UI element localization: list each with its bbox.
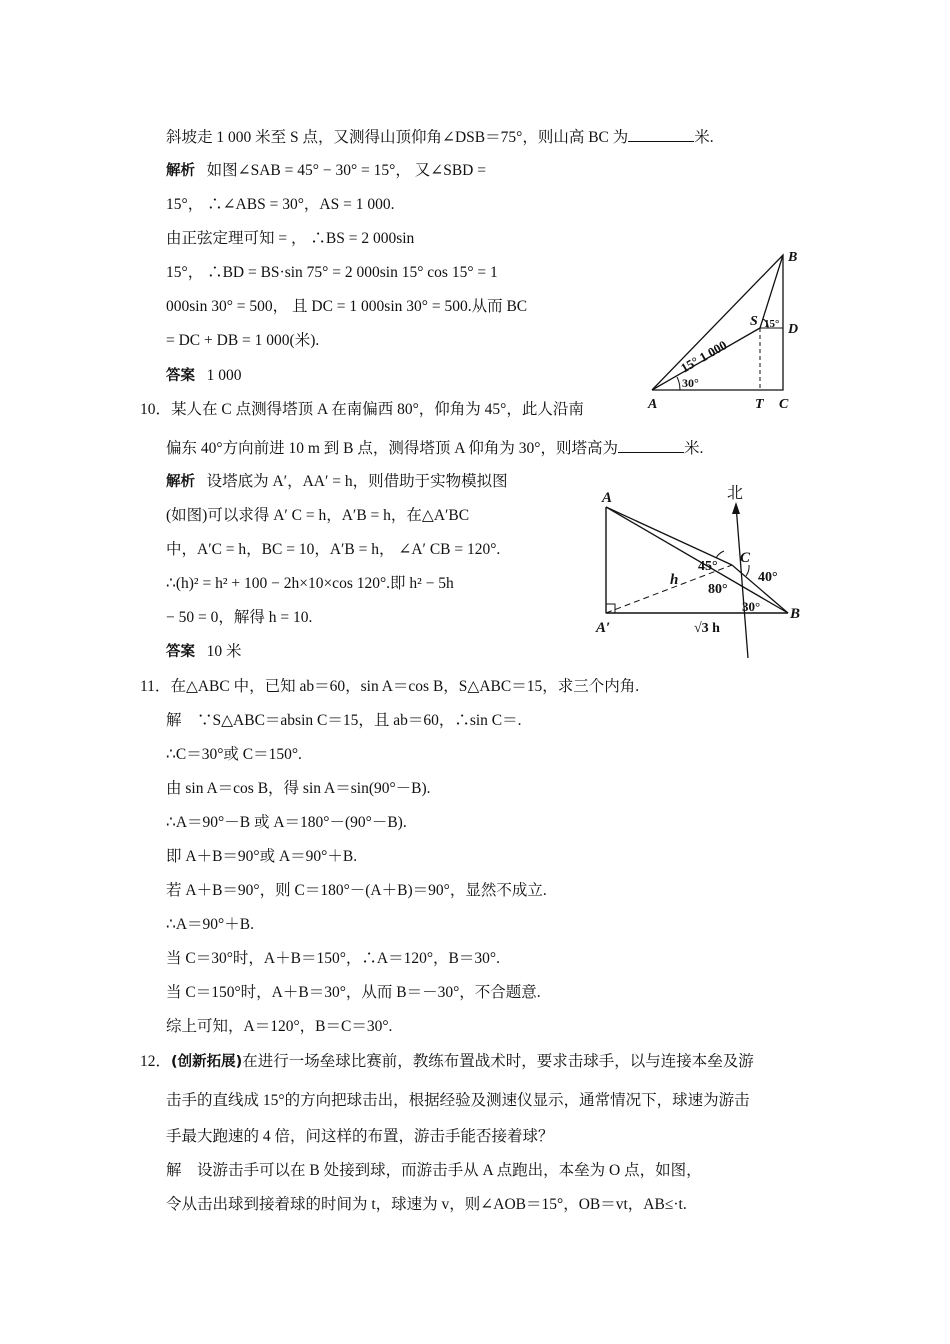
fig9-label-A: A xyxy=(648,397,658,412)
p10-solution-line: 解析 设塔底为 A′，AA′ = h，则借助于实物模拟图 xyxy=(166,473,508,490)
p9-figure xyxy=(640,245,820,415)
p11-line5: ∴A＝90°－B 或 A＝180°－(90°－B). xyxy=(166,814,407,831)
p9-line7: = DC + DB = 1 000(米). xyxy=(166,332,320,349)
p9-line1: 斜坡走 1 000 米至 S 点，又测得山顶仰角∠DSB＝75°，则山高 BC 为 米. xyxy=(166,129,714,146)
p12-number: 12． xyxy=(140,1053,172,1070)
p10-line4: (如图)可以求得 A′ C = h，A′B = h，在△A′BC xyxy=(166,507,470,524)
fig9-label-S: S xyxy=(750,314,758,329)
solution-label: 解析 xyxy=(166,163,195,179)
fig10-label-north: 北 xyxy=(727,485,744,502)
p11-line6: 即 A＋B＝90°或 A＝90°＋B. xyxy=(166,848,358,865)
p10-line5: 中，A′C = h，BC = 10，A′B = h， ∠A′ CB = 120°. xyxy=(166,541,501,558)
answer-label: 答案 xyxy=(166,644,195,660)
fig10-label-40: 40° xyxy=(758,570,778,585)
p12-line1: 12．(创新拓展)在进行一场垒球比赛前，教练布置战术时，要求击球手，以与连接本垒及游 xyxy=(140,1053,754,1070)
fig10-arc-40 xyxy=(746,565,749,576)
answer-label: 答案 xyxy=(166,368,195,384)
fig10-label-h: h xyxy=(670,572,679,588)
p10-answer: 答案 10 米 xyxy=(166,643,242,660)
p11-line4: 由 sin A＝cos B，得 sin A＝sin(90°－B). xyxy=(166,780,431,797)
answer-blank xyxy=(618,438,684,453)
p10-line2: 偏东 40°方向前进 10 m 到 B 点，测得塔顶 A 仰角为 30°，则塔高为 米. xyxy=(166,440,704,457)
solution-label: 解析 xyxy=(166,474,195,490)
p10-line7: − 50 = 0，解得 h = 10. xyxy=(166,609,313,626)
fig10-label-A: A xyxy=(602,490,613,506)
p11-line10: 当 C＝150°时，A＋B＝30°，从而 B＝－30°，不合题意. xyxy=(166,984,541,1001)
p12-tag: (创新拓展) xyxy=(171,1054,243,1070)
p12-line4: 解 设游击手可以在 B 处接到球，而游击手从 A 点跑出，本垒为 O 点，如图， xyxy=(166,1162,702,1179)
fig10-label-45: 45° xyxy=(698,559,718,574)
p11-line9: 当 C＝30°时，A＋B＝150°，∴A＝120°，B＝30°. xyxy=(166,950,500,967)
fig9-label-len: 15° 1 000 xyxy=(678,337,730,376)
fig10-label-C: C xyxy=(740,550,751,566)
fig10-label-Aprime: A′ xyxy=(596,620,611,636)
fig10-label-bottom: √3 h xyxy=(694,621,720,636)
fig9-label-ang30: 30° xyxy=(682,376,699,390)
p9-line4: 由正弦定理可知 = ， ∴BS = 2 000sin xyxy=(166,230,415,247)
p11-line8: ∴A＝90°＋B. xyxy=(166,916,254,933)
p12-line5: 令从击出球到接着球的时间为 t，球速为 v，则∠AOB＝15°，OB＝vt，AB≤·t. xyxy=(166,1196,687,1213)
answer-blank xyxy=(628,127,694,142)
p9-answer: 答案 1 000 xyxy=(166,367,242,384)
p9-line3: 15°， ∴∠ABS = 30°，AS = 1 000. xyxy=(166,196,395,213)
p10-line6: ∴(h)² = h² + 100 − 2h×10×cos 120°.即 h² − 5h xyxy=(166,575,454,592)
fig9-label-D: D xyxy=(788,322,799,337)
fig9-label-B: B xyxy=(788,250,798,265)
p11-line7: 若 A＋B＝90°，则 C＝180°－(A＋B)＝90°，显然不成立. xyxy=(166,882,547,899)
p12-line3: 手最大跑速的 4 倍，问这样的布置，游击手能否接着球？ xyxy=(166,1128,554,1145)
p11-line3: ∴C＝30°或 C＝150°. xyxy=(166,746,302,763)
fig9-arc-30 xyxy=(677,377,680,390)
p9-line6: 000sin 30° = 500， 且 DC = 1 000sin 30° = 500.从而 BC xyxy=(166,298,528,315)
p11-line1: 11．在△ABC 中，已知 ab＝60，sin A＝cos B，S△ABC＝15，求三个内角. xyxy=(140,678,640,695)
fig10-label-B: B xyxy=(790,606,801,622)
fig10-arc-45 xyxy=(716,551,724,558)
fig10-north-line xyxy=(736,505,748,658)
p10-figure xyxy=(590,480,820,665)
p12-line2: 击手的直线成 15°的方向把球击出，根据经验及测速仪显示，通常情况下，球速为游击 xyxy=(166,1092,750,1109)
fig10-label-80: 80° xyxy=(708,582,728,597)
p9-solution-line: 解析 如图∠SAB = 45° − 30° = 15°， 又∠SBD = xyxy=(166,162,486,179)
fig10-north-arrow xyxy=(732,502,740,514)
p10-number: 10． xyxy=(140,401,172,418)
fig9-label-ang15: 15° xyxy=(764,318,780,330)
fig10-line-AC xyxy=(606,507,732,565)
p10-line1: 10．某人在 C 点测得塔顶 A 在南偏西 80°，仰角为 45°，此人沿南 xyxy=(140,401,584,418)
fig9-label-C: C xyxy=(779,397,789,412)
fig10-label-30: 30° xyxy=(742,599,761,614)
p11-number: 11． xyxy=(140,678,171,695)
fig10-line-AB xyxy=(606,507,788,613)
fig9-label-T: T xyxy=(755,397,764,412)
p11-line2: 解 ∵S△ABC＝absin C＝15，且 ab＝60，∴sin C＝. xyxy=(166,712,522,729)
p9-line5: 15°， ∴BD = BS·sin 75° = 2 000sin 15° cos 15° = 1 xyxy=(166,264,498,281)
p11-line11: 综上可知，A＝120°，B＝C＝30°. xyxy=(166,1018,393,1035)
